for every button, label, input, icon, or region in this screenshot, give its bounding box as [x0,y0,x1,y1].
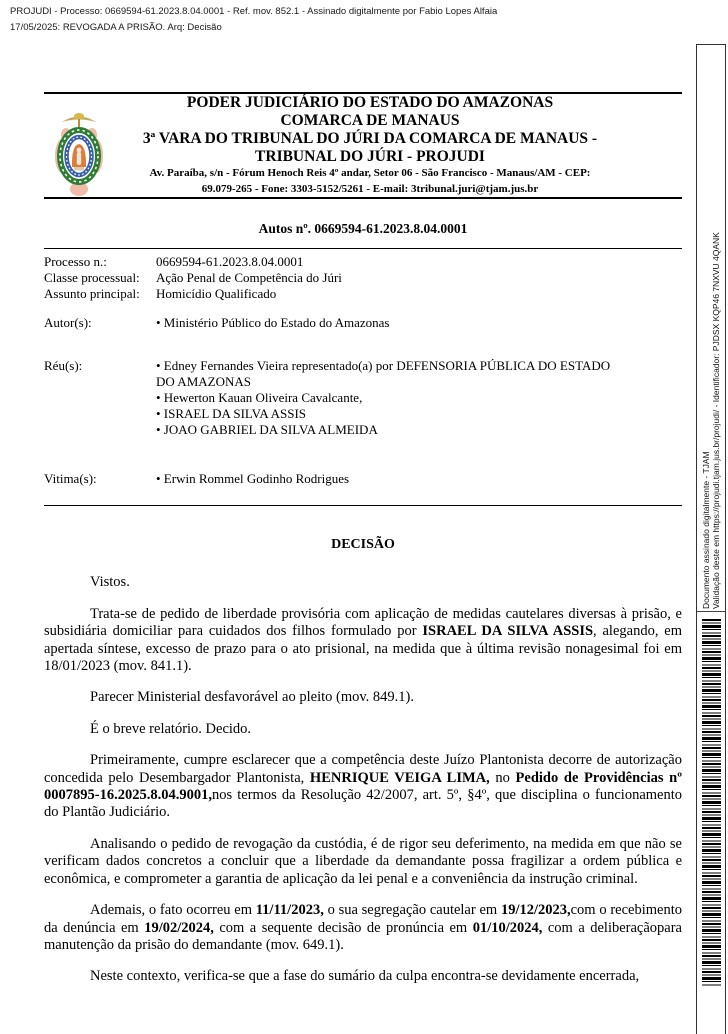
signature-sidebar [696,44,726,1034]
case-info-value: • Erwin Rommel Godinho Rodrigues [156,471,350,486]
case-info-values [156,315,626,331]
case-info-value: • JOAO GABRIEL DA SILVA ALMEIDA [156,422,378,437]
decision-paragraphs [44,574,682,985]
decision-paragraph [44,721,682,738]
paragraph-segment: Ademais, o fato ocorreu em [90,902,256,919]
paragraph-segment: nos termos da Resolução 42/2007, art. 5º, §4º, que disciplina o funcionamento do Plantão Judiciário. [44,787,682,821]
court-header [120,94,620,197]
autos-rule [44,248,682,249]
case-info-value: Homicídio Qualificado [156,286,277,301]
court-address-line: Av. Paraíba, s/n - Fórum Henoch Reis 4º andar, Setor 06 - São Francisco - Manaus/AM - CEP: [149,167,591,179]
case-info-values [156,270,626,286]
decision-paragraph [44,689,682,706]
paragraph-segment: , alegando, em apertada síntese, excesso de prazo para o ato prisional, na medida que à última revisão nonagesimal foi em 18/01/2023 (mov. 841.1). [44,623,682,675]
case-info-values [156,358,626,438]
decision-paragraph [44,752,682,822]
paragraph-bold-segment: ISRAEL DA SILVA ASSIS [422,623,594,640]
paragraph-bold-segment: HENRIQUE VEIGA LIMA, [309,769,490,786]
paragraph-segment: Parecer Ministerial desfavorável ao pleito (mov. 849.1). [90,689,414,706]
paragraph-segment: Analisando o pedido de revogação da custódia, é de rigor seu deferimento, na medida em que não se verificam dados concretos a concluir que a liberdade da demandante possa fragilizar a ordem pública e econômica, e comprometer a garantia de aplicação da lei penal e a conveniência da instrução criminal. [44,835,682,887]
autos-number: Autos nº. 0669594-61.2023.8.04.0001 [258,221,468,236]
case-info-value: • Edney Fernandes Vieira representado(a) por DEFENSORIA PÚBLICA DO ESTADO DO AMAZONAS [156,358,611,389]
case-info-row [44,286,682,302]
signature-line-1: Documento assinado digitalmente - TJAM [701,451,711,609]
signature-text-area [697,45,725,612]
paragraph-segment: É o breve relatório. Decido. [90,720,252,737]
paragraph-segment: com a sequente decisão de pronúncia em [213,919,473,936]
case-info-label: Assunto principal: [44,286,140,301]
paragraph-segment: com o recebimento da denúncia em [44,902,683,936]
case-info-values [156,286,626,302]
decision-paragraph [44,968,682,985]
case-info-label: Classe processual: [44,270,140,285]
case-info-label: Réu(s): [44,358,83,373]
signature-text [701,53,721,609]
case-info-label: Processo n.: [44,254,107,269]
court-header-line: 3ª VARA DO TRIBUNAL DO JÚRI DA COMARCA DE MANAUS - [142,130,598,147]
case-info-value: • Ministério Público do Estado do Amazonas [156,315,390,330]
case-info-value: • Hewerton Kauan Oliveira Cavalcante, [156,390,363,405]
case-info-row [44,254,682,270]
paragraph-bold-segment: 11/11/2023, [255,902,324,919]
case-info-value: Ação Penal de Competência do Júri [156,270,342,285]
projudi-stamp [10,4,670,36]
case-info-row [44,270,682,286]
stamp-line-2: 17/05/2025: REVOGADA A PRISÃO. Arq: Decisão [10,22,222,33]
case-info-values [156,254,626,270]
decision-paragraph [44,836,682,888]
paragraph-bold-segment: 01/10/2024, [472,919,543,936]
case-info-value: • ISRAEL DA SILVA ASSIS [156,406,307,421]
paragraph-bold-segment: 19/02/2024, [144,919,214,936]
court-header-line: TRIBUNAL DO JÚRI - PROJUDI [255,148,485,165]
case-info-table [44,254,682,487]
case-info-row [44,315,682,331]
paragraph-segment: no [489,769,516,786]
paragraph-segment: com a deliberaçãopara manutenção da prisão do demandante (mov. 649.1). [44,919,682,953]
decision-paragraph [44,606,682,676]
paragraph-segment: Primeiramente, cumpre esclarecer que a competência deste Juízo Plantonista decorre de autorização concedida pelo Desembargador Plantonista, [44,752,682,786]
coat-statue [77,152,81,165]
court-header-line: PODER JUDICIÁRIO DO ESTADO DO AMAZONAS [186,94,554,111]
barcode [702,619,721,987]
paragraph-segment: Trata-se de pedido de liberdade provisória com aplicação de medidas cautelares diversas à prisão, e subsidiária domiciliar para cuidados dos filhos formulado por [44,605,682,640]
header-bottom-rule [44,197,682,199]
case-info-bottom-rule [44,505,682,506]
paragraph-bold-segment: Pedido de Providências nº 0007895-16.2025.8.04.9001, [44,769,683,804]
case-info-row [44,471,682,487]
court-address-line: 69.079-265 - Fone: 3303-5152/5261 - E-mail: 3tribunal.juri@tjam.jus.br [201,182,539,195]
court-header-line: COMARCA DE MANAUS [280,112,460,129]
case-info-value: 0669594-61.2023.8.04.0001 [156,254,304,269]
paragraph-bold-segment: 19/12/2023, [500,902,571,919]
case-info-row [44,358,682,438]
stamp-line-1: PROJUDI - Processo: 0669594-61.2023.8.04.0001 - Ref. mov. 852.1 - Assinado digitalmente por Fabio Lopes Alfaia [10,6,498,17]
signature-line-2: Validação deste em https://projudi.tjam.jus.br/projudi/ - Identificador: PJDSX KQP46 7NXVU 4QANK [711,232,721,609]
case-info-label: Vitima(s): [44,471,97,486]
paragraph-segment: o sua segregação cautelar em [323,902,501,919]
decision-section [44,536,682,1000]
tjam-coat-of-arms-icon [54,110,104,198]
decision-paragraph [44,902,682,954]
paragraph-segment: Neste contexto, verifica-se que a fase do sumário da culpa encontra-se devidamente encerrada, [90,968,640,985]
decision-title: DECISÃO [331,537,395,552]
case-info-label: Autor(s): [44,315,92,330]
case-info-values [156,471,626,487]
decision-paragraph [44,574,682,591]
paragraph-segment: Vistos. [90,574,130,591]
